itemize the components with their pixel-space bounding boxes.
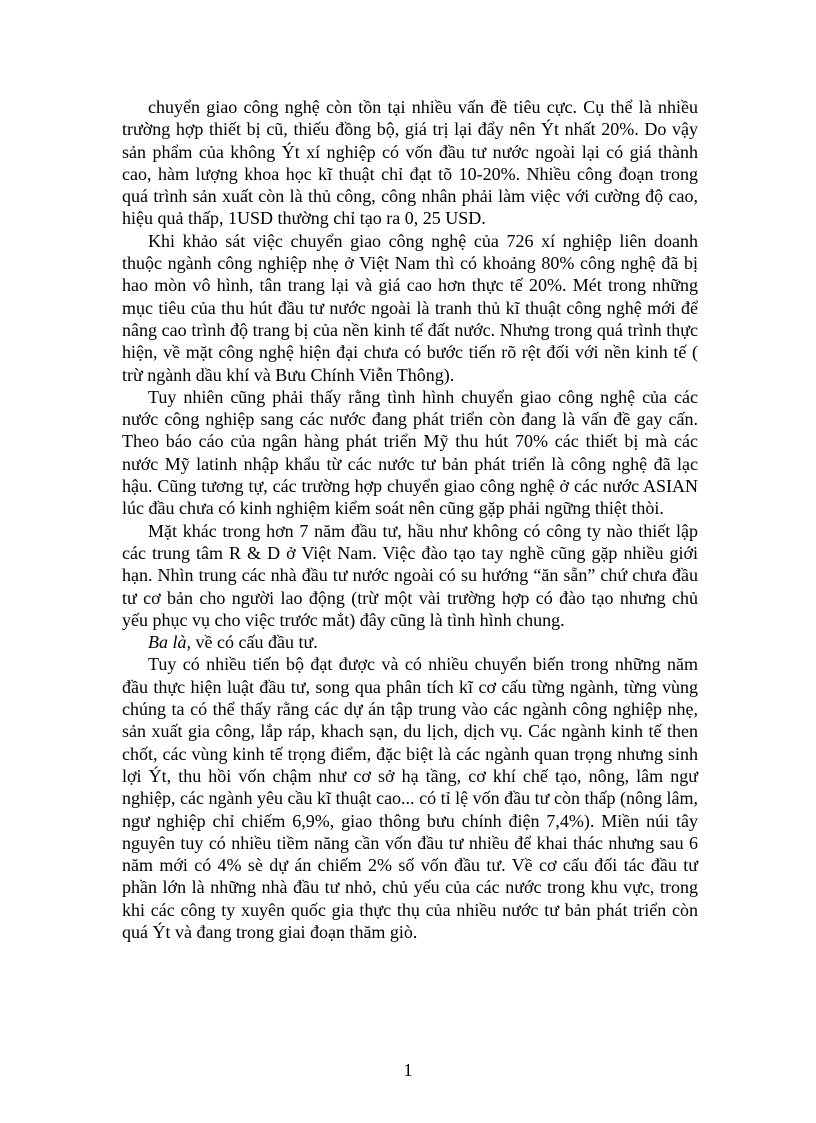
- paragraph-continuation: chuyển giao công nghệ còn tồn tại nhiều vấn đề tiêu cực. Cụ thể là nhiều trường hợp thiết bị cũ, thiếu đồng bộ, giá trị lại đẩy nên Ýt nhất 20%. Do vậy sản phẩm của không Ýt xí nghiệp có vốn đầu tư nước ngoài lại có giá thành cao, hàm lượng khoa học kĩ thuật chỉ đạt tõ 10-20%. Nhiều công đoạn trong quá trình sản xuất còn là thủ công, công nhân phải làm việc với cường độ cao, hiệu quả thấp, 1USD thường chỉ tạo ra 0, 25 USD.: [122, 97, 698, 229]
- section-title: về có cấu đầu tư.: [191, 632, 318, 653]
- section-label: Ba là,: [148, 632, 191, 653]
- document-body: [122, 96, 698, 943]
- paragraph-investment-structure: Tuy có nhiều tiến bộ đạt được và có nhiều chuyển biến trong những năm đầu thực hiện luật đầu tư, song qua phân tích kĩ cơ cấu từng ngành, từng vùng chúng ta có thể thấy rằng các dự án tập trung vào các ngành công nghiệp nhẹ, sản xuất gia công, lắp ráp, khach sạn, du lịch, dịch vụ. Các ngành kinh tế then chốt, các vùng kinh tế trọng điểm, đặc biệt là các ngành quan trọng nhưng sinh lợi Ýt, thu hồi vốn chậm như cơ sở hạ tầng, cơ khí chế tạo, nông, lâm ngư nghiệp, các ngành yêu cầu kĩ thuật cao... có tỉ lệ vốn đầu tư còn thấp (nông lâm, ngư nghiệp chỉ chiếm 6,9%, giao thông bưu chính điện 7,4%). Miền núi tây nguyên tuy có nhiều tiềm năng cần vốn đầu tư nhiều để khai thác nhưng sau 6 năm mới có 4% sè dự án chiếm 2% số vốn đầu tư. Về cơ cấu đối tác đầu tư phần lớn là những nhà đầu tư nhỏ, chủ yếu của các nước trong khu vực, trong khi các công ty xuyên quốc gia thực thụ của nhiều nước tư bản phát triển còn quá Ýt và đang trong giai đoạn thăm giò.: [122, 654, 698, 942]
- paragraph-research-training: Mặt khác trong hơn 7 năm đầu tư, hầu như không có công ty nào thiết lập các trung tâm R & D ở Việt Nam. Việc đào tạo tay nghề cũng gặp nhiều giới hạn. Nhìn trung các nhà đầu tư nước ngoài có su hướng “ăn sẵn” chứ chưa đầu tư cơ bản cho người lao động (trừ một vài trường hợp có đào tạo nhưng chủ yếu phục vụ cho việc trước mắt) đây cũng là tình hình chung.: [122, 520, 698, 630]
- section-heading: [122, 631, 698, 653]
- page-number: 1: [403, 1060, 413, 1080]
- paragraph-developing-countries: Tuy nhiên cũng phải thấy rằng tình hình chuyển giao công nghệ của các nước công nghiệp sang các nước đang phát triển còn đang là vấn đề gay cấn. Theo báo cáo của ngân hàng phát triển Mỹ thu hút 70% các thiết bị mà các nước Mỹ latinh nhập khẩu từ các nước tư bản phát triển là công nghệ đã lạc hậu. Cũng tương tự, các trường hợp chuyển giao công nghệ ở các nước ASIAN lúc đầu chưa có kinh nghiệm kiểm soát nên cũng gặp phải ngững thiệt thòi.: [122, 386, 698, 519]
- paragraph-technology-transfer-survey: Khi khảo sát việc chuyển giao công nghệ của 726 xí nghiệp liên doanh thuộc ngành công nghiệp nhẹ ở Việt Nam thì có khoảng 80% công nghệ đã bị hao mòn vô hình, tân trang lại và giá cao hơn thực tế 20%. Mét trong những mục tiêu của thu hút đầu tư nước ngoài là tranh thủ kĩ thuật công nghệ mới để nâng cao trình độ trang bị của nền kinh tế đất nước. Nhưng trong quá trình thực hiện, về mặt công nghệ hiện đại chưa có bước tiến rõ rệt đối với nền kinh tế ( trừ ngành dầu khí và Bưu Chính Viễn Thông).: [122, 230, 698, 385]
